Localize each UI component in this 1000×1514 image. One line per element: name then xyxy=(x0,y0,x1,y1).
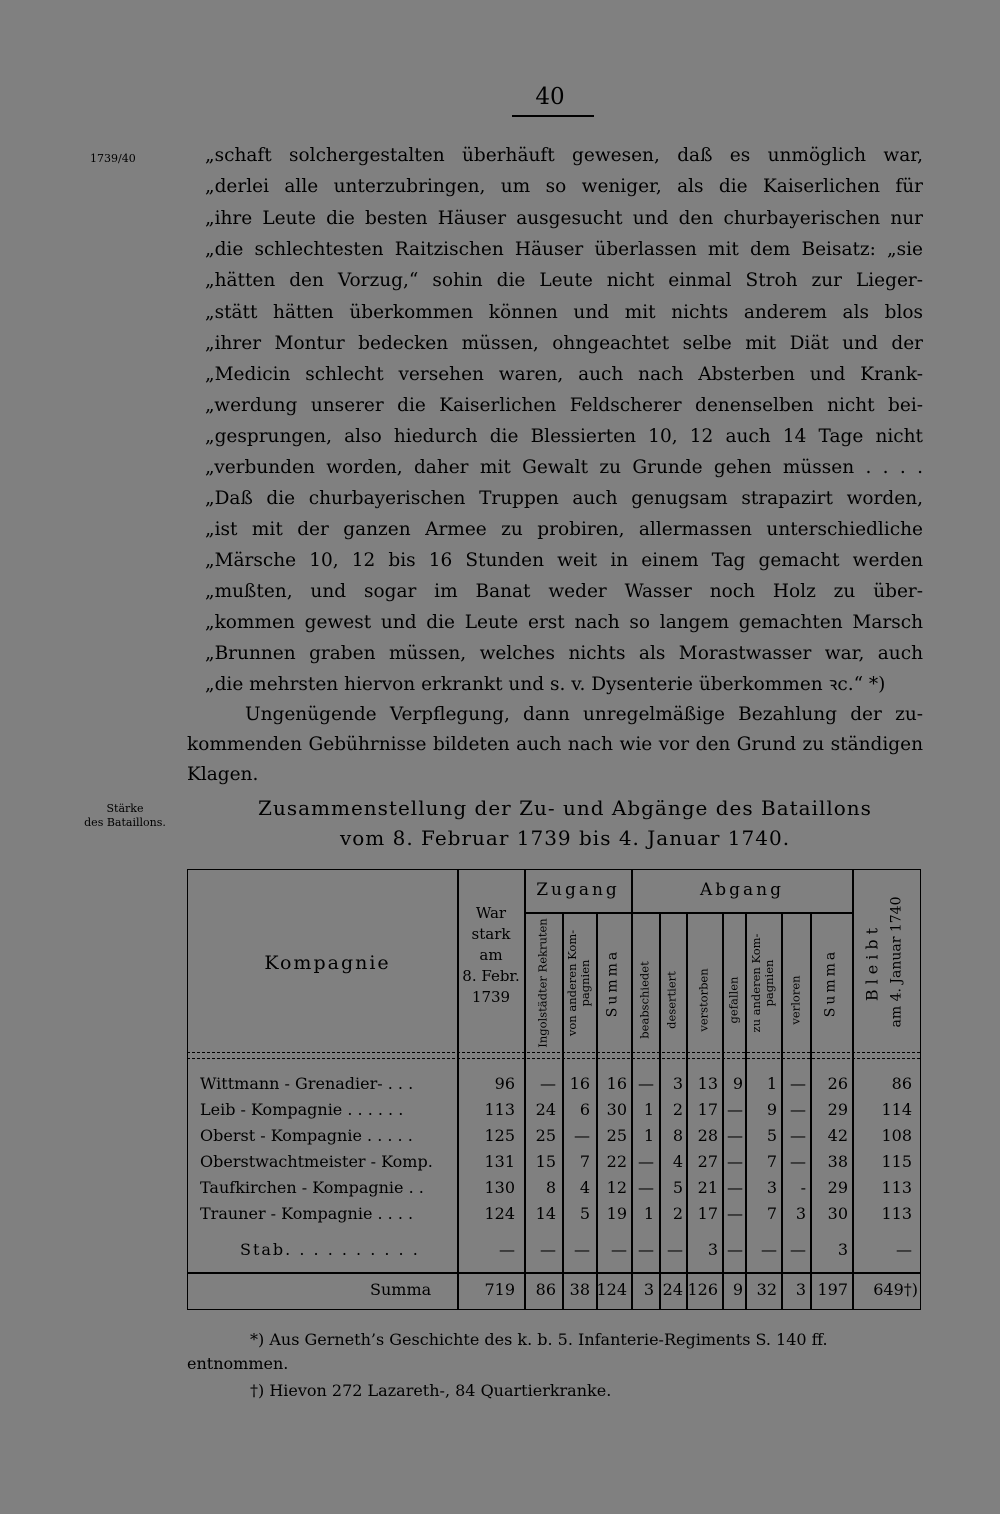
row-label: Wittmann - Grenadier- . . . xyxy=(200,1074,414,1093)
table-cell: 96 xyxy=(494,1074,515,1093)
footnote: entnommen. xyxy=(187,1354,289,1373)
table-cell: 30 xyxy=(827,1204,848,1223)
table-cell: 5 xyxy=(766,1126,777,1145)
header-zugang-other-companies: von anderen Kom-pagnien xyxy=(565,929,592,1037)
table-cell: — xyxy=(574,1126,590,1145)
table-cell: — xyxy=(540,1074,556,1093)
table-cell: 3 xyxy=(672,1074,683,1093)
row-label: Oberstwachtmeister - Komp. xyxy=(200,1152,433,1171)
table-cell: 108 xyxy=(881,1126,912,1145)
table-cell: 9 xyxy=(766,1100,777,1119)
table-cell: 12 xyxy=(606,1178,627,1197)
table-cell: 25 xyxy=(535,1126,556,1145)
header-rule xyxy=(187,1058,920,1059)
table-cell: 26 xyxy=(827,1074,848,1093)
header-remaining: Bleibt xyxy=(862,922,882,1002)
table-cell: 19 xyxy=(606,1204,627,1223)
table-cell: 8 xyxy=(545,1178,556,1197)
row-label: Stab. . . . . . . . . . xyxy=(240,1240,420,1259)
table-cell: 17 xyxy=(697,1100,718,1119)
table-cell: 14 xyxy=(535,1204,556,1223)
total-cell: 9 xyxy=(732,1280,743,1299)
table-cell: 1 xyxy=(766,1074,777,1093)
total-cell: 649†) xyxy=(873,1280,918,1299)
table-cell: 9 xyxy=(732,1074,743,1093)
table-cell: — xyxy=(727,1204,743,1223)
table-cell: 38 xyxy=(827,1152,848,1171)
row-label: Taufkirchen - Kompagnie . . xyxy=(200,1178,424,1197)
table-cell: 42 xyxy=(827,1126,848,1145)
table-cell: — xyxy=(790,1074,806,1093)
total-cell: 197 xyxy=(817,1280,848,1299)
body-line: „stätt hätten überkommen können und mit nichts anderem als blos xyxy=(205,302,923,323)
total-cell: 32 xyxy=(756,1280,777,1299)
table-cell: 86 xyxy=(891,1074,912,1093)
header-rule xyxy=(187,1052,920,1053)
table-cell: 15 xyxy=(535,1152,556,1171)
total-cell: 24 xyxy=(662,1280,683,1299)
total-rule xyxy=(187,1272,920,1274)
table-cell: — xyxy=(499,1240,515,1259)
table-subtitle: vom 8. Februar 1739 bis 4. Januar 1740. xyxy=(339,826,791,850)
header-strength-line: War xyxy=(475,904,507,922)
table-cell: — xyxy=(790,1100,806,1119)
table-cell: 7 xyxy=(766,1204,777,1223)
table-title: Zusammenstellung der Zu- und Abgänge des Bataillons xyxy=(258,796,872,820)
table-cell: 131 xyxy=(484,1152,515,1171)
table-cell: — xyxy=(638,1178,654,1197)
header-zugang: Zugang xyxy=(536,880,620,900)
table-cell: 1 xyxy=(643,1204,654,1223)
body-line: „werdung unserer die Kaiserlichen Feldscherer denenselben nicht bei- xyxy=(205,395,923,416)
table-cell: 3 xyxy=(795,1204,806,1223)
paragraph-line: Ungenügende Verpflegung, dann unregelmäßige Bezahlung der zu- xyxy=(245,704,923,725)
header-zugang-sum: Summa xyxy=(604,948,621,1018)
table-cell: 114 xyxy=(881,1100,912,1119)
header-abgang-lost: verloren xyxy=(788,975,803,1025)
body-line: „gesprungen, also hiedurch die Blessierten 10, 12 auch 14 Tage nicht xyxy=(205,426,923,447)
header-strength-line: am xyxy=(479,946,503,964)
table-cell: 3 xyxy=(766,1178,777,1197)
table-cell: 7 xyxy=(766,1152,777,1171)
footnote: *) Aus Gerneth’s Geschichte des k. b. 5. Infanterie-Regiments S. 140 ff. xyxy=(250,1330,828,1349)
header-abgang-died: verstorben xyxy=(696,968,711,1032)
table-cell: 3 xyxy=(707,1240,718,1259)
header-abgang-fallen: gefallen xyxy=(726,976,741,1024)
body-line: „schaft solchergestalten überhäuft gewesen, daß es unmöglich war, xyxy=(205,145,923,166)
table-cell: 29 xyxy=(827,1100,848,1119)
group-header-rule xyxy=(524,912,852,914)
paragraph-line: kommenden Gebührnisse bildeten auch nach wie vor den Grund zu ständigen xyxy=(187,734,923,755)
table-cell: 2 xyxy=(672,1204,683,1223)
header-abgang-deserted: desertiert xyxy=(664,971,679,1029)
margin-note-strength-line1: Stärke xyxy=(106,802,144,815)
table-cell: 2 xyxy=(672,1100,683,1119)
table-cell: 21 xyxy=(697,1178,718,1197)
table-cell: — xyxy=(790,1240,806,1259)
footnote: †) Hievon 272 Lazareth-, 84 Quartierkranke. xyxy=(250,1381,612,1400)
table-cell: 124 xyxy=(484,1204,515,1223)
header-strength-line: 8. Febr. xyxy=(462,967,520,985)
body-line: „Brunnen graben müssen, welches nichts als Morastwasser war, auch xyxy=(205,643,923,664)
total-cell: 126 xyxy=(687,1280,718,1299)
paragraph-line: Klagen. xyxy=(187,764,259,785)
table-cell: 4 xyxy=(672,1152,683,1171)
body-line: „Medicin schlecht versehen waren, auch nach Absterben und Krank- xyxy=(205,364,923,385)
total-label: Summa xyxy=(370,1280,432,1299)
header-abgang: Abgang xyxy=(699,880,784,900)
table-cell: 30 xyxy=(606,1100,627,1119)
body-line: „ist mit der ganzen Armee zu probiren, allermassen unterschiedliche xyxy=(205,519,923,540)
table-cell: 113 xyxy=(484,1100,515,1119)
total-cell: 124 xyxy=(596,1280,627,1299)
table-cell: 4 xyxy=(579,1178,590,1197)
header-company: Kompagnie xyxy=(264,952,391,974)
body-line: „ihrer Montur bedecken müssen, ohngeachtet selbe mit Diät und der xyxy=(205,333,923,354)
table-cell: — xyxy=(667,1240,683,1259)
row-label: Trauner - Kompagnie . . . . xyxy=(200,1204,414,1223)
body-line: „verbunden worden, daher mit Gewalt zu Grunde gehen müssen . . . . xyxy=(205,457,923,478)
body-line: „die schlechtesten Raitzischen Häuser überlassen mit dem Beisatz: „sie xyxy=(205,239,923,260)
header-abgang-discharged: beabschiedet xyxy=(637,961,652,1039)
table-cell: 1 xyxy=(643,1100,654,1119)
table-cell: — xyxy=(727,1100,743,1119)
table-cell: 17 xyxy=(697,1204,718,1223)
table-cell: 125 xyxy=(484,1126,515,1145)
total-cell: 3 xyxy=(795,1280,806,1299)
table-cell: — xyxy=(790,1126,806,1145)
margin-note-strength-line2: des Bataillons. xyxy=(84,816,166,829)
total-cell: 3 xyxy=(643,1280,654,1299)
table-cell: 22 xyxy=(606,1152,627,1171)
table-cell: 24 xyxy=(535,1100,556,1119)
table-cell: 5 xyxy=(579,1204,590,1223)
page-number: 40 xyxy=(535,84,565,110)
body-line: „derlei alle unterzubringen, um so weniger, als die Kaiserlichen für xyxy=(205,176,923,197)
header-strength xyxy=(459,903,523,1008)
body-line: „Märsche 10, 12 bis 16 Stunden weit in einem Tag gemacht werden xyxy=(205,550,923,571)
header-zugang-recruits: Ingolstädter Rekruten xyxy=(535,918,550,1048)
header-abgang-sum: Summa xyxy=(822,948,839,1018)
table-cell: 1 xyxy=(643,1126,654,1145)
table-cell: 16 xyxy=(569,1074,590,1093)
table-cell: 115 xyxy=(881,1152,912,1171)
page-number-rule xyxy=(512,115,594,117)
table-cell: — xyxy=(611,1240,627,1259)
table-cell: — xyxy=(727,1178,743,1197)
table-cell: 28 xyxy=(697,1126,718,1145)
body-line: „die mehrsten hiervon erkrankt und s. v. Dysenterie überkommen ꝛc.“ *) xyxy=(205,674,886,695)
table-cell: — xyxy=(790,1152,806,1171)
body-line: „kommen gewest und die Leute erst nach so langem gemachten Marsch xyxy=(205,612,923,633)
header-strength-line: stark xyxy=(471,925,511,943)
table-cell: - xyxy=(800,1178,806,1197)
total-cell: 86 xyxy=(535,1280,556,1299)
table-cell: 6 xyxy=(579,1100,590,1119)
body-line: „hätten den Vorzug,“ sohin die Leute nicht einmal Stroh zur Lieger- xyxy=(205,270,923,291)
table-cell: 5 xyxy=(672,1178,683,1197)
table-cell: — xyxy=(727,1240,743,1259)
table-cell: 13 xyxy=(697,1074,718,1093)
table-cell: 3 xyxy=(837,1240,848,1259)
total-cell: 38 xyxy=(569,1280,590,1299)
table-cell: 16 xyxy=(606,1074,627,1093)
table-cell: — xyxy=(727,1152,743,1171)
table-cell: — xyxy=(727,1126,743,1145)
margin-note-strength xyxy=(70,802,180,830)
table-cell: 113 xyxy=(881,1204,912,1223)
header-strength-line: 1739 xyxy=(471,988,511,1006)
table-cell: 29 xyxy=(827,1178,848,1197)
table-cell: 8 xyxy=(672,1126,683,1145)
row-label: Leib - Kompagnie . . . . . . xyxy=(200,1100,404,1119)
table-cell: 130 xyxy=(484,1178,515,1197)
table-cell: 113 xyxy=(881,1178,912,1197)
table-cell: 7 xyxy=(579,1152,590,1171)
table-cell: — xyxy=(896,1240,912,1259)
table-cell: — xyxy=(540,1240,556,1259)
body-line: „ihre Leute die besten Häuser ausgesucht und den churbayerischen nur xyxy=(205,208,923,229)
total-cell: 719 xyxy=(484,1280,515,1299)
body-line: „mußten, und sogar im Banat weder Wasser noch Holz zu über- xyxy=(205,581,923,602)
table-cell: 25 xyxy=(606,1126,627,1145)
header-abgang-other-companies: zu anderen Kom-pagnien xyxy=(749,933,776,1033)
header-remaining-date: am 4. Januar 1740 xyxy=(888,896,905,1028)
body-line: „Daß die churbayerischen Truppen auch genugsam strapazirt worden, xyxy=(205,488,923,509)
row-label: Oberst - Kompagnie . . . . . xyxy=(200,1126,413,1145)
table-cell: — xyxy=(574,1240,590,1259)
margin-note-year: 1739/40 xyxy=(90,152,136,165)
table-cell: 27 xyxy=(697,1152,718,1171)
table-cell: — xyxy=(638,1074,654,1093)
column-divider xyxy=(852,869,854,1309)
table-cell: — xyxy=(761,1240,777,1259)
table-cell: — xyxy=(638,1152,654,1171)
table-cell: — xyxy=(638,1240,654,1259)
